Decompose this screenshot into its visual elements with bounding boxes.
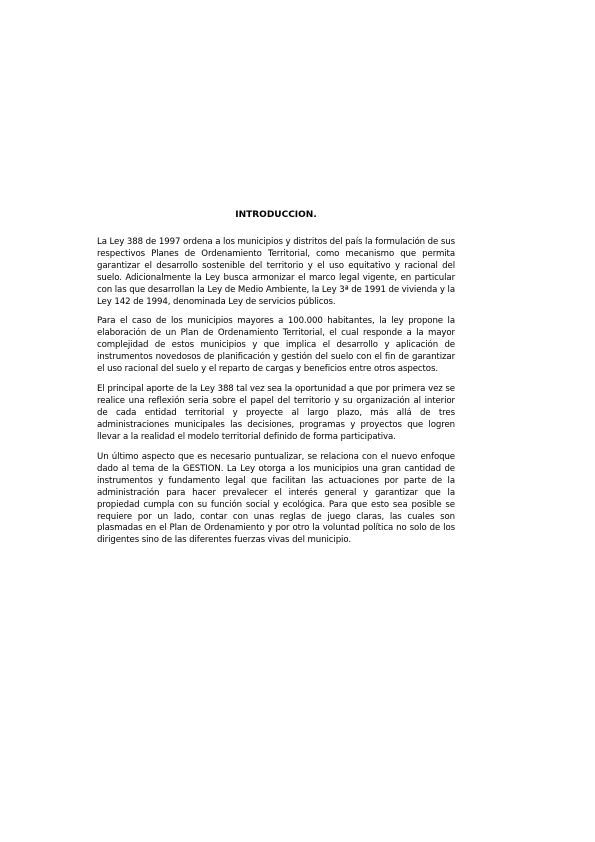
document-title: INTRODUCCION. xyxy=(235,210,317,220)
paragraph-principal-aporte: El principal aporte de la Ley 388 tal vez sea la oportunidad a que por primera vez se realice una reflexión seria sobre el papel del territorio y su organización al interior de cada entidad territorial y proyecte al largo plazo, más allá de tres administraciones municipales las decisiones, programas y proyectos que logren llevar a la realidad el modelo territorial definido de forma participativa. xyxy=(97,384,455,442)
paragraph-municipios-mayores: Para el caso de los municipios mayores a 100.000 habitantes, la ley propone la elaboración de un Plan de Ordenamiento Territorial, el cual responde a la mayor complejidad de estos municipios y que implica el desarrollo y aplicación de instrumentos novedosos de planificación y gestión del suelo con el fin de garantizar el uso racional del suelo y el reparto de cargas y beneficios entre otros aspectos. xyxy=(97,316,455,374)
paragraph-ley-388: La Ley 388 de 1997 ordena a los municipios y distritos del país la formulación de sus respectivos Planes de Ordenamiento Territorial, como mecanismo que permita garantizar el desarrollo sostenible del territorio y el uso equitativo y racional del suelo. Adicionalmente la Ley busca armonizar el marco legal vigente, en particular con las que desarrollan la Ley de Medio Ambiente, la Ley 3ª de 1991 de vivienda y la Ley 142 de 1994, denominada Ley de servicios públicos. xyxy=(97,237,455,307)
paragraph-gestion: Un último aspecto que es necesario puntualizar, se relaciona con el nuevo enfoque dado al tema de la GESTION. La Ley otorga a los municipios una gran cantidad de instrumentos y fundamento legal que facilitan las actuaciones por parte de la administración para hacer prevalecer el interés general y garantizar que la propiedad cumpla con su función social y ecológica. Para que esto sea posible se requiere por un lado, contar con unas reglas de juego claras, las cuales son plasmadas en el Plan de Ordenamiento y por otro la voluntad política no solo de los dirigentes sino de las diferentes fuerzas vivas del municipio. xyxy=(97,452,455,546)
